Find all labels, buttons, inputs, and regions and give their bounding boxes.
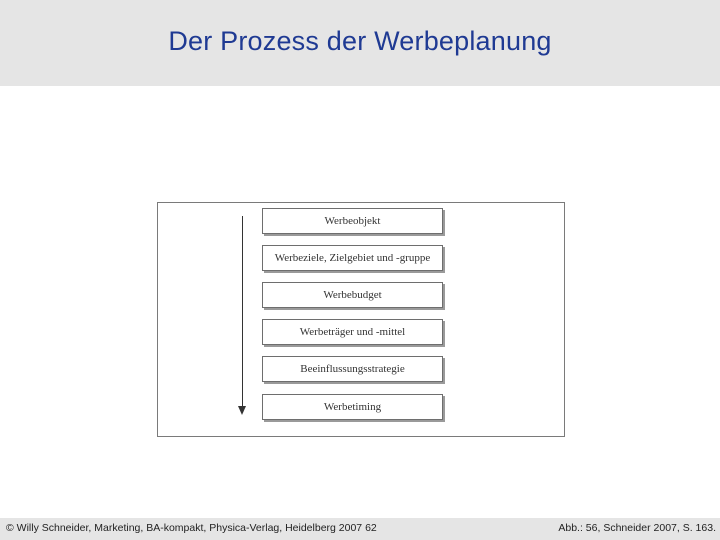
process-step: Beeinflussungsstrategie (262, 356, 443, 382)
process-step: Werbebudget (262, 282, 443, 308)
header-bar (0, 0, 720, 86)
page-title: Der Prozess der Werbeplanung (168, 26, 552, 56)
process-diagram (157, 202, 565, 437)
footer-citation: © Willy Schneider, Marketing, BA-kompakt, Physica-Verlag, Heidelberg 2007 62 (6, 522, 377, 534)
process-step: Werbeträger und -mittel (262, 319, 443, 345)
arrow-down-icon (238, 406, 246, 415)
process-step: Werbetiming (262, 394, 443, 420)
footer-figure-reference: Abb.: 56, Schneider 2007, S. 163. (558, 522, 716, 534)
footer-bar (0, 518, 720, 540)
process-step: Werbeobjekt (262, 208, 443, 234)
process-arrow-shaft (242, 216, 243, 409)
process-step: Werbeziele, Zielgebiet und -gruppe (262, 245, 443, 271)
